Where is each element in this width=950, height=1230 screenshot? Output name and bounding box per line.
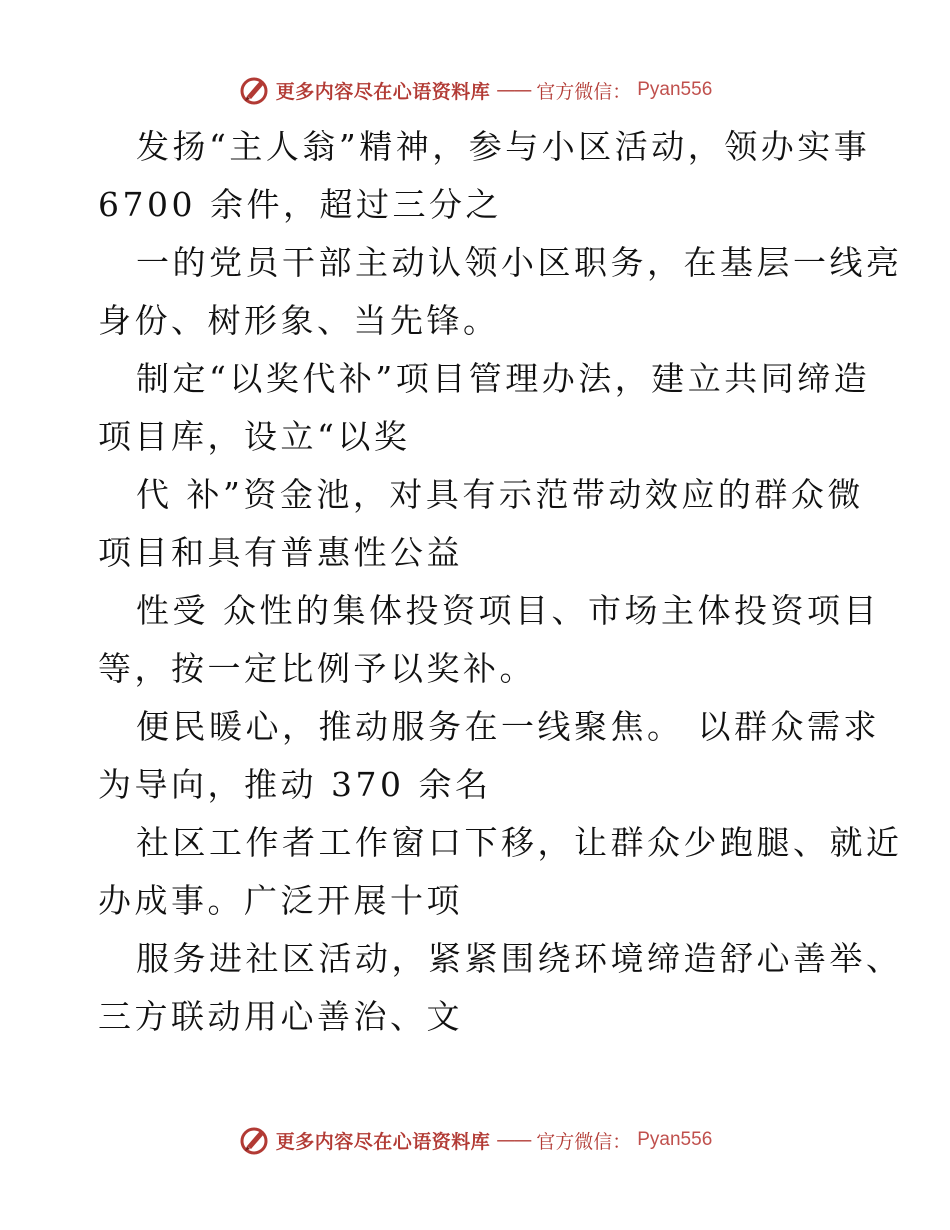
document-body <box>98 118 903 1046</box>
text-line: 制定“以奖代补”项目管理办法，建立共同缔造 <box>136 359 871 398</box>
pen-logo-icon <box>238 74 270 106</box>
text-line: 办成事。广泛开展十项 <box>98 881 463 920</box>
text-line: 身份、树形象、当先锋。 <box>98 301 500 340</box>
text-line: 社区工作者工作窗口下移，让群众少跑腿、就近 <box>136 823 903 862</box>
text-line: 服务进社区活动，紧紧围绕环境缔造舒心善举、 <box>136 939 903 978</box>
text-line: 6700 余件，超过三分之 <box>98 185 502 224</box>
watermark-label: 官方微信： <box>536 80 632 103</box>
text-line: 三方联动用心善治、文 <box>98 997 463 1036</box>
text-line: 发扬“主人翁”精神，参与小区活动，领办实事 <box>136 127 871 166</box>
watermark-id: Pyan556 <box>637 1129 713 1150</box>
watermark-brand: 更多内容尽在心语资料库 <box>275 1130 491 1153</box>
pen-logo-icon <box>238 1124 270 1156</box>
text-line: 一的党员干部主动认领小区职务，在基层一线亮 <box>136 243 903 282</box>
footer-watermark <box>0 1120 950 1160</box>
header-watermark <box>0 70 950 110</box>
text-line: 为导向，推动 370 余名 <box>98 765 492 804</box>
text-line: 项目库，设立“以奖 <box>98 417 411 456</box>
text-line: 项目和具有普惠性公益 <box>98 533 463 572</box>
text-line: 性受 众性的集体投资项目、市场主体投资项目 <box>136 591 880 630</box>
text-line: 便民暖心，推动服务在一线聚焦。 以群众需求 <box>136 707 880 746</box>
text-line: 代 补”资金池，对具有示范带动效应的群众微 <box>136 475 864 514</box>
watermark-brand: 更多内容尽在心语资料库 <box>275 80 491 103</box>
watermark-id: Pyan556 <box>637 79 713 100</box>
text-line: 等，按一定比例予以奖补。 <box>98 649 536 688</box>
watermark-dash: —— <box>496 79 531 101</box>
watermark-label: 官方微信： <box>536 1130 632 1153</box>
watermark-dash: —— <box>496 1129 531 1151</box>
